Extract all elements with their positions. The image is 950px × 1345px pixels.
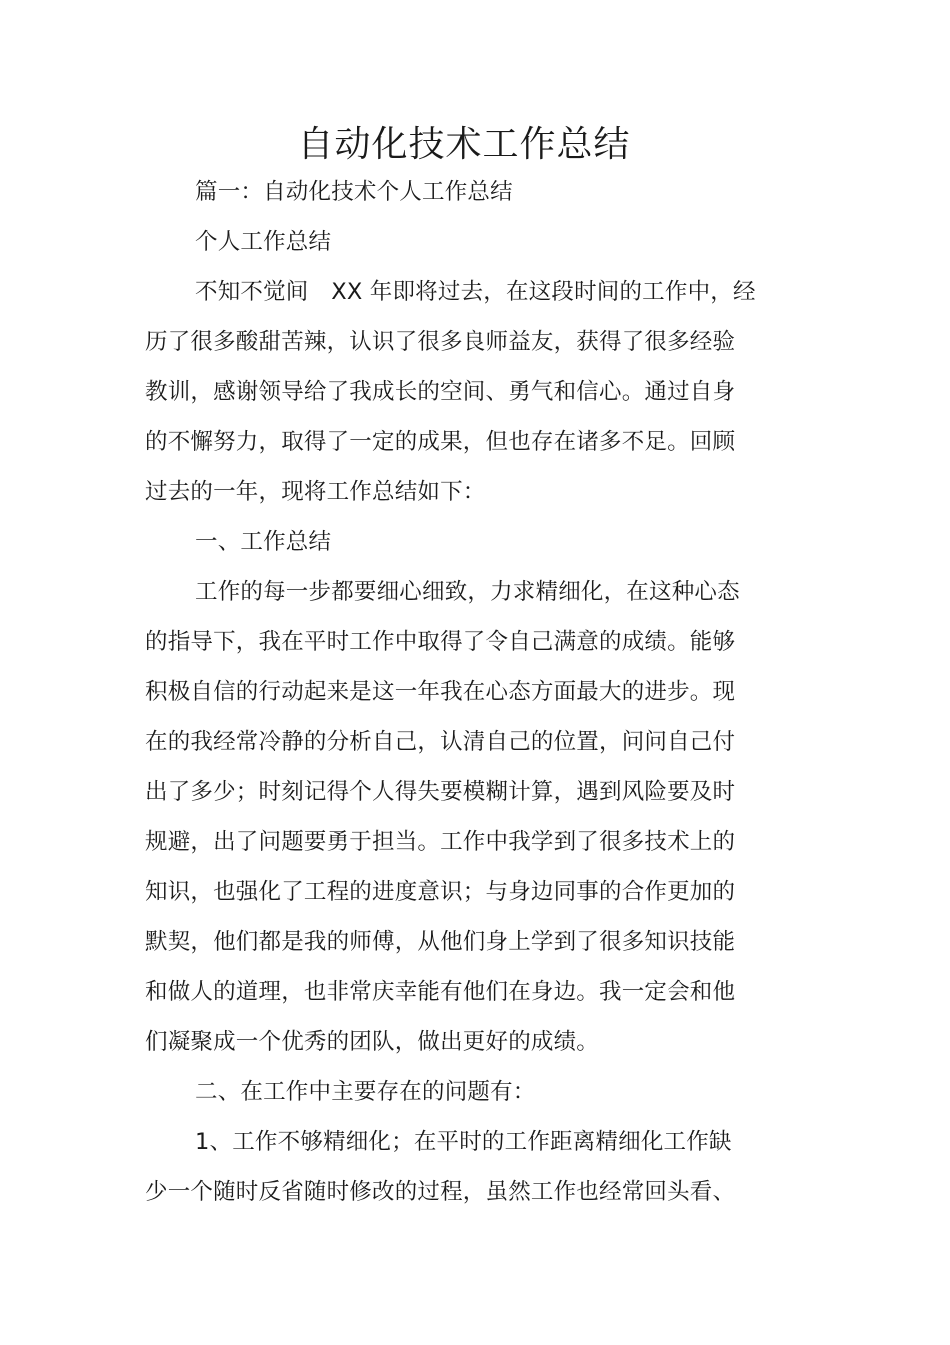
paragraph-line: 历了很多酸甜苦辣，认识了很多良师益友，获得了很多经验 [145,329,736,355]
subheading: 个人工作总结 [195,229,332,255]
section-heading: 二、在工作中主要存在的问题有： [195,1079,536,1105]
paragraph-line: 们凝聚成一个优秀的团队，做出更好的成绩。 [145,1029,600,1055]
paragraph-line: 过去的一年，现将工作总结如下： [145,479,486,505]
paragraph-line: 的不懈努力，取得了一定的成果，但也存在诸多不足。回顾 [145,429,736,455]
paragraph-line: 在的我经常冷静的分析自己，认清自己的位置，问问自己付 [145,729,736,755]
paragraph-line: 默契，他们都是我的师傅，从他们身上学到了很多知识技能 [145,929,736,955]
paragraph-line: 和做人的道理，也非常庆幸能有他们在身边。我一定会和他 [145,979,736,1005]
paragraph-line: 工作的每一步都要细心细致，力求精细化，在这种心态 [195,579,740,605]
paragraph-line: 1、工作不够精细化；在平时的工作距离精细化工作缺 [195,1129,732,1155]
paragraph-line: 规避，出了问题要勇于担当。工作中我学到了很多技术上的 [145,829,736,855]
paragraph-line: 出了多少；时刻记得个人得失要模糊计算，遇到风险要及时 [145,779,736,805]
paragraph-line: 少一个随时反省随时修改的过程，虽然工作也经常回头看、 [145,1179,736,1205]
paragraph-line: 的指导下，我在平时工作中取得了令自己满意的成绩。能够 [145,629,736,655]
paragraph-line: 不知不觉间 XX 年即将过去，在这段时间的工作中，经 [195,279,756,305]
paragraph-line: 知识，也强化了工程的进度意识；与身边同事的合作更加的 [145,879,736,905]
section-heading: 篇一：自动化技术个人工作总结 [195,179,513,205]
section-heading: 一、工作总结 [195,529,332,555]
document-title: 自动化技术工作总结 [297,124,631,165]
paragraph-line: 积极自信的行动起来是这一年我在心态方面最大的进步。现 [145,679,736,705]
paragraph-line: 教训，感谢领导给了我成长的空间、勇气和信心。通过自身 [145,379,736,405]
